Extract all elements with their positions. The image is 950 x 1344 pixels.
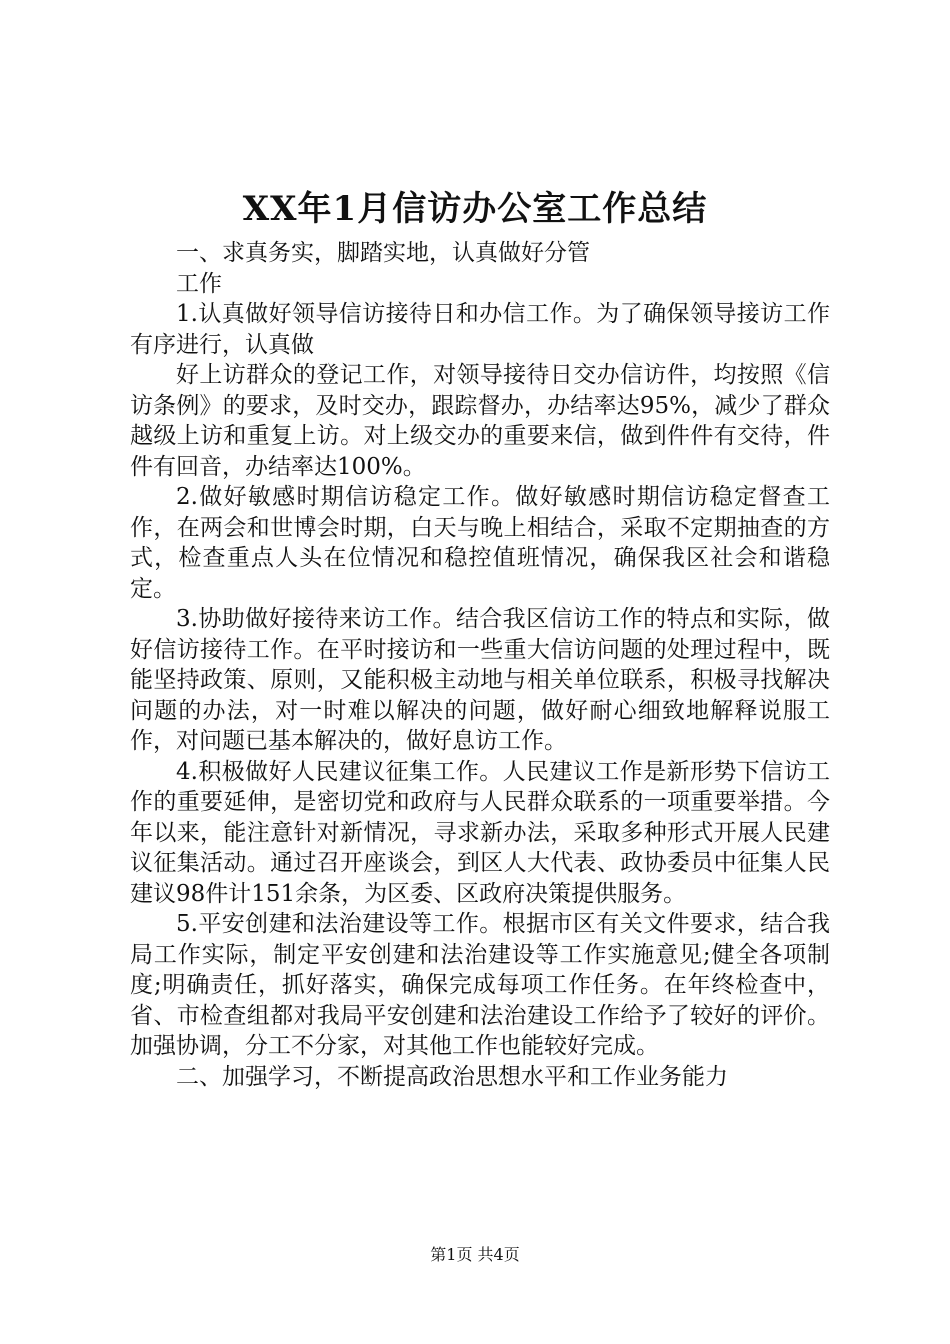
item-1-body-paragraph: 好上访群众的登记工作，对领导接待日交办信访件，均按照《信访条例》的要求，及时交办，跟踪督办，办结率达95%，减少了群众越级上访和重复上访。对上级交办的重要来信，做到件件有交待，件件有回音，办结率达100%。 <box>130 362 830 480</box>
item-3-paragraph: 3.协助做好接待来访工作。结合我区信访工作的特点和实际，做好信访接待工作。在平时接访和一些重大信访问题的处理过程中，既能坚持政策、原则，又能积极主动地与相关单位联系，积极寻找解决问题的办法，对一时难以解决的问题，做好耐心细致地解释说服工作，对问题已基本解决的，做好息访工作。 <box>130 606 830 754</box>
item-4-paragraph: 4.积极做好人民建议征集工作。人民建议工作是新形势下信访工作的重要延伸，是密切党和政府与人民群众联系的一项重要举措。今年以来，能注意针对新情况，寻求新办法，采取多种形式开展人民建议征集活动。通过召开座谈会，到区人大代表、政协委员中征集人民建议98件计151余条，为区委、区政府决策提供服务。 <box>130 758 830 907</box>
item-5-paragraph: 5.平安创建和法治建设等工作。根据市区有关文件要求，结合我局工作实际，制定平安创建和法治建设等工作实施意见;健全各项制度;明确责任，抓好落实，确保完成每项工作任务。在年终检查中，省、市检查组都对我局平安创建和法治建设工作给予了较好的评价。加强协调，分工不分家，对其他工作也能较好完成。 <box>130 911 830 1059</box>
section-2-heading: 二、加强学习，不断提高政治思想水平和工作业务能力 <box>176 1063 728 1090</box>
section-1-heading-continued: 工作 <box>176 270 222 297</box>
document-body <box>130 238 830 1092</box>
document-title: XX年1月信访办公室工作总结 <box>242 189 708 229</box>
page-number-footer: 第1页 共4页 <box>430 1245 520 1264</box>
item-2-paragraph: 2.做好敏感时期信访稳定工作。做好敏感时期信访稳定督查工作，在两会和世博会时期，白天与晚上相结合，采取不定期抽查的方式，检查重点人头在位情况和稳控值班情况，确保我区社会和谐稳定。 <box>130 484 830 602</box>
item-1-intro-paragraph: 1.认真做好领导信访接待日和办信工作。为了确保领导接访工作有序进行，认真做 <box>130 301 830 358</box>
section-1-heading: 一、求真务实，脚踏实地，认真做好分管 <box>176 240 590 266</box>
